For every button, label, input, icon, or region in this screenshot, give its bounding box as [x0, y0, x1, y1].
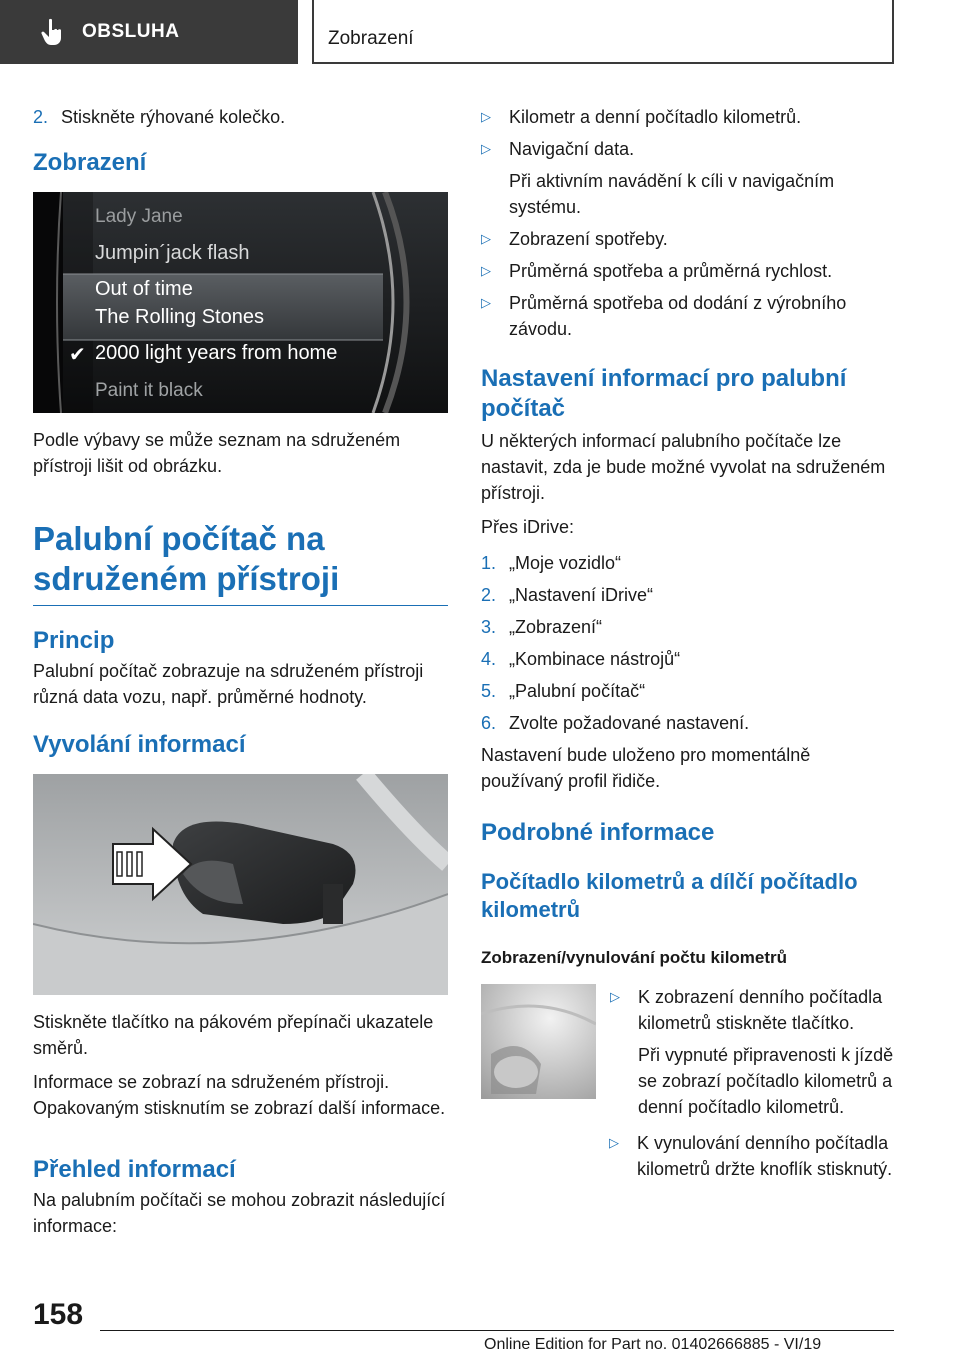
list-item: [609, 1130, 895, 1182]
princip-text: Palubní počítač zobrazuje na sdruženém přístroji různá data vozu, např. průměrné hodnoty.: [33, 661, 424, 707]
section-tab-label: OBSLUHA: [82, 21, 180, 42]
check-icon: ✔: [69, 344, 86, 366]
triangle-bullet-icon: ▷: [610, 989, 620, 1004]
odometer-knob-image: [481, 984, 596, 1099]
list-item-text: Zobrazení spotřeby.: [509, 229, 668, 249]
right-column: [481, 104, 895, 1188]
heading-vyvolani: Vyvolání informací: [33, 731, 246, 758]
pres-idrive: Přes iDrive:: [481, 517, 575, 537]
list-item-text: K vynulování denního počítadla kilometrů držte knoflík stisknutý.: [637, 1133, 893, 1179]
step-text: „Kombinace nástrojů“: [509, 649, 681, 669]
stalk-graphic: [33, 774, 448, 995]
step-item: [481, 646, 895, 672]
step-text: „Zobrazení“: [509, 617, 603, 637]
list-item-text: Navigační data.: [509, 139, 635, 159]
step-text: Zvolte požadované nastavení.: [509, 713, 750, 733]
footer-divider: [100, 1330, 894, 1331]
heading-nastaveni: Nastavení informací pro palubní počítač: [481, 365, 847, 422]
step-number: 6.: [481, 713, 497, 733]
triangle-bullet-icon: ▷: [481, 109, 491, 124]
ulozeni-text: Nastavení bude uloženo pro momentálně používaný profil řidiče.: [481, 745, 811, 791]
list-item: [481, 258, 895, 284]
heading-main: Palubní počítač na sdruženém přístroji: [33, 519, 448, 606]
list-item: [610, 984, 895, 1120]
step-number: 4.: [481, 649, 497, 669]
page-title: Zobrazení: [328, 28, 414, 49]
menu-item-3: Out of time: [95, 278, 193, 300]
list-item-text: K zobrazení denního počítadla kilometrů stiskněte tlačítko.: [638, 987, 883, 1033]
list-item: [481, 290, 895, 342]
nastaveni-text: U některých informací palubního počítače lze nastavit, zda je bude možné vyvolat na sdruženém přístroji.: [481, 431, 886, 503]
step-2: [33, 104, 448, 130]
vyvolani-text-2: Informace se zobrazí na sdruženém přístroji. Opakovaným stisknutím se zobrazí další informace.: [33, 1072, 446, 1118]
page-header: [312, 0, 894, 64]
menu-item-4: The Rolling Stones: [95, 306, 264, 328]
triangle-bullet-icon: ▷: [609, 1135, 619, 1150]
triangle-bullet-icon: ▷: [481, 295, 491, 310]
menu-item-6: Paint it black: [95, 380, 203, 401]
step-number: 2.: [481, 585, 497, 605]
list-item-text: Kilometr a denní počítadlo kilometrů.: [509, 107, 802, 127]
section-tab[interactable]: [0, 0, 298, 64]
prehled-text: Na palubním počítači se mohou zobrazit následující informace:: [33, 1190, 446, 1236]
step-item: [481, 550, 895, 576]
list-item-text: Průměrná spotřeba od dodání z výrobního závodu.: [509, 293, 847, 339]
triangle-bullet-icon: ▷: [481, 231, 491, 246]
heading-podrobne: Podrobné informace: [481, 819, 715, 846]
step-item: [481, 678, 895, 704]
step-item: [481, 614, 895, 640]
odometer-knob-graphic: [481, 984, 596, 1099]
list-item-subtext: Při aktivním navádění k cíli v navigačním systému.: [509, 171, 835, 217]
heading-pocitadlo: Počítadlo kilometrů a dílčí počítadlo kilometrů: [481, 869, 858, 922]
triangle-bullet-icon: ▷: [481, 263, 491, 278]
left-column: [33, 104, 448, 1247]
heading-princip: Princip: [33, 627, 115, 654]
step-number: 3.: [481, 617, 497, 637]
note-variant: Podle výbavy se může seznam na sdruženém přístroji lišit od obrázku.: [33, 430, 401, 476]
list-item: [481, 226, 895, 252]
page-number: 158: [33, 1298, 84, 1331]
heading-zobrazeni-vynulovani: Zobrazení/vynulování počtu kilometrů: [481, 948, 788, 967]
footer-edition: Online Edition for Part no. 01402666885 - VI/19: [484, 1336, 822, 1353]
stalk-button-image: [33, 774, 448, 995]
menu-item-1: Lady Jane: [95, 206, 183, 227]
vyvolani-text-1: Stiskněte tlačítko na pákovém přepínači ukazatele směrů.: [33, 1012, 434, 1058]
list-item: [481, 104, 895, 130]
heading-zobrazeni: Zobrazení: [33, 149, 147, 176]
list-item: [481, 136, 895, 220]
list-item-text: Průměrná spotřeba a průměrná rychlost.: [509, 261, 833, 281]
step-text: „Moje vozidlo“: [509, 553, 622, 573]
step-text: „Nastavení iDrive“: [509, 585, 654, 605]
odometer-section: [481, 984, 895, 1126]
step-text: Stiskněte rýhované kolečko.: [61, 107, 286, 127]
step-text: „Palubní počítač“: [509, 681, 646, 701]
pointing-hand-icon: [40, 18, 64, 46]
menu-item-5: 2000 light years from home: [95, 342, 338, 364]
triangle-bullet-icon: ▷: [481, 141, 491, 156]
menu-item-2: Jumpin´jack flash: [95, 242, 250, 264]
step-item: [481, 710, 895, 736]
list-item-subtext: Při vypnuté připravenosti k jízdě se zobrazí počítadlo kilometrů a denní počítadlo kilometrů.: [638, 1045, 894, 1117]
step-item: [481, 582, 895, 608]
step-number: 5.: [481, 681, 497, 701]
step-number: 2.: [33, 107, 49, 127]
display-menu-image: [33, 192, 448, 413]
heading-prehled: Přehled informací: [33, 1156, 236, 1183]
step-number: 1.: [481, 553, 497, 573]
